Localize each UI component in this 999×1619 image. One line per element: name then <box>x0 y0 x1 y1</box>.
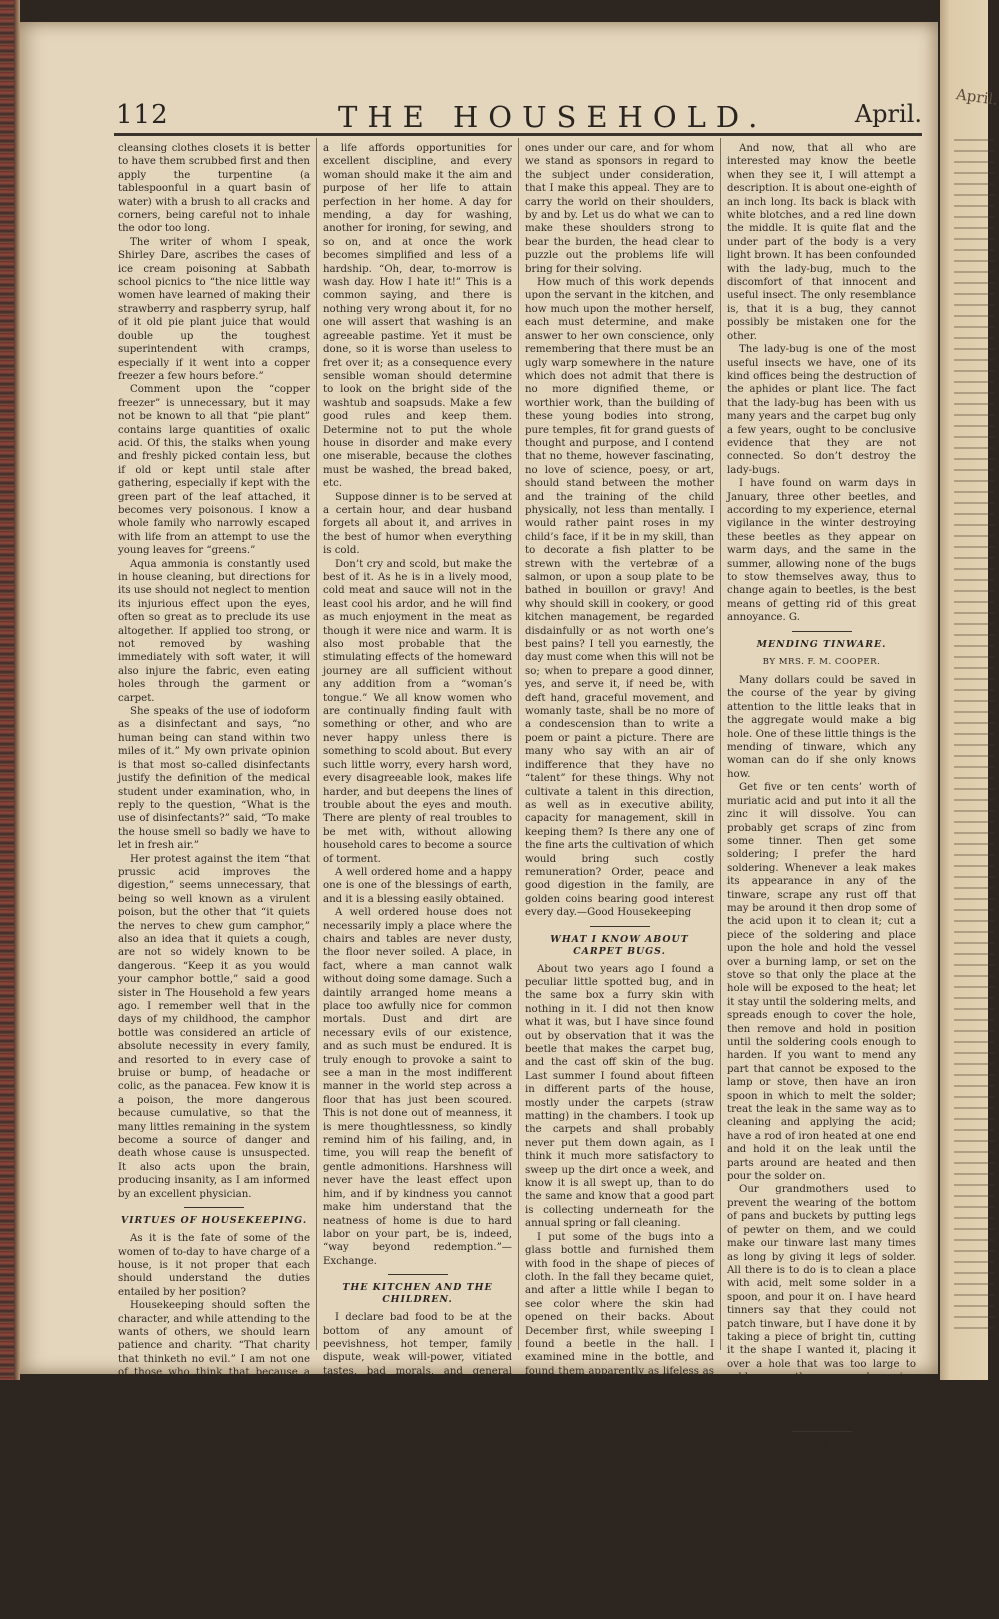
paragraph: The writer of whom I speak, Shirley Dare, ascribes the cases of ice cream poisoning at Sabbath school picnics to “the nice little way women have learned of making their strawberry and raspberry syrup, half of it old pie plant juice that would double up the toughest superintendent with cramps, especially if it went into a copper freezer a few hours before.” <box>118 236 310 382</box>
section-divider <box>792 631 852 632</box>
section-heading: WHAT I KNOW ABOUT CARPET BUGS. <box>550 933 689 957</box>
paragraph: I put some of the bugs into a glass bottle and furnished them with food in the shape of pieces of cloth. In the fall they became quiet, and after a little while I began to see color where the skin had opened on their backs. About December first, while sweeping I found a beetle in the hall. I examined mine in the bottle, and found them apparently as lifeless as they had been for two or three months. I thoughtlessly left the bottle where the sun shone on it, and in about one-half hour there were six lively beetles and six empty carpet bug skins. The process by which the buffalo or carpet bug comes from this beetle I have not yet discovered, but I have understood that they lay eggs which when hatched are the little, black, furry pests. If this is so, it will readily be seen that the destruction of these beetles will help prevent the ravages of the bug. <box>525 1231 714 1578</box>
paragraph: Don’t cry and scold, but make the best of it. As he is in a lively mood, cold meat and sauce will not in the least cool his ardor, and he will find as much enjoyment in the meat as though it were nice and warm. It is also most probable that the stimulating effects of the homeward journey are all sufficient without any addition from a “woman’s tongue.” We all know women who are continually finding fault with something or other, and who are never happy unless there is something to scold about. But every such little worry, every harsh word, every disagreeable look, makes life harder, and but deepens the lines of trouble about the eyes and mouth. There are plenty of real troubles to be met with, without allowing household cares to become a source of torment. <box>323 558 512 865</box>
paragraph: She speaks of the use of iodoform as a disinfectant and says, “no human being can stand within two miles of it.” My own private opinion is that most so-called disinfectants justify the definition of the medical student under examination, who, in reply to the question, “What is the use of disinfectants?” said, “To make the house smell so badly we have to let in fresh air.” <box>118 706 310 852</box>
paragraph: As it is the fate of some of the women of to-day to have charge of a house, is it not proper that each should understand the duties entailed by her position? <box>118 1233 310 1298</box>
next-page-text-lines <box>954 130 994 1330</box>
paragraph: ones under our care, and for whom we stand as sponsors in regard to the subject under consideration, that I make this appeal. They are to carry the world on their shoulders, by and by. Let us do what we can to make these shoulders strong to bear the burden, the head clear to puzzle out the problems life will bring for their solving. <box>525 143 714 275</box>
column-4 <box>720 138 922 1614</box>
section-heading: ABOUT PATCHING AND DARNING. <box>749 1438 894 1462</box>
book-binding <box>0 0 14 1380</box>
page-number: 112 <box>116 100 169 130</box>
section-heading: MENDING TINWARE. <box>756 638 887 650</box>
next-page-title: April. <box>954 85 999 109</box>
paragraph: Comment upon the “copper freezer” is unnecessary, but it may not be known to all that “pie plant” contains large quantities of oxalic acid. Of this, the stalks when young and freshly picked contain less, but if old or kept until stale after gathering, especially if kept with the green part of the leaf attached, it becomes very poisonous. I know a whole family who narrowly escaped with life from an attempt to use the young leaves for “greens.” <box>118 384 310 557</box>
paragraph: Our grandmothers used to prevent the wearing of the bottom of pans and buckets by putting legs of pewter on them, and we could make our tinware last many times as long by giving it legs of solder. All there is to do is to clean a place with acid, melt some solder in a spoon, and pour it on. I have heard tinners say that they could not patch tinware, but I have done it by taking a piece of bright tin, cutting it the shape I wanted it, placing it over a hole that was too large to solder any other way, and pouring hot solder around the edges. It will have to be well cleaned with acid and heated some.—Ex. <box>727 1184 916 1424</box>
column-3 <box>518 138 720 1578</box>
paragraph: About two years ago I found a peculiar little spotted bug, and in the same box a furry skin with nothing in it. I did not then know what it was, but I have since found out by observation that it was the beetle that makes the carpet bug, and the cast off skin of the bug. Last summer I found about fifteen in different parts of the house, mostly under the carpets (straw matting) in the chambers. I took up the carpets and shall probably never put them down again, as I think it much more satisfactory to sweep up the dirt once a week, and know it is all swept up, than to do the same and know that a good part is collecting underneath for the annual spring or fall cleaning. <box>525 963 714 1230</box>
paragraph: a life affords opportunities for excellent discipline, and every woman should make it the aim and purpose of her life to attain perfection in her home. A day for mending, a day for washing, another for ironing, for sewing, and so on, and at once the work becomes simplified and less of a hardship. “Oh, dear, to-morrow is wash day. How I hate it!” This is a common saying, and there is nothing very wrong about it, for no one will assert that washing is an agreeable pastime. Yet it must be done, so it is worse than useless to fret over it; as a consequence every sensible woman should determine to look on the bright side of the washtub and soapsuds. Make a few good rules and keep them. Determine not to put the whole house in disorder and make every one miserable, because the clothes must be washed, the bread baked, etc. <box>323 143 512 490</box>
section-divider <box>792 1431 852 1432</box>
paragraph: A well ordered home and a happy one is one of the blessings of earth, and it is a blessing easily obtained. <box>323 866 512 905</box>
paragraph: I declare bad food to be at the bottom of any amount of peevishness, hot temper, family dispute, weak will-power, vitiated tastes, bad morals, and general viciousness. How often, ah, how often has a badly cooked breakfast caused ill temper, and hard, unloving words, and clouded over the blue sky of a day which God meant should be full of sunshine and the singing birds! Many a child has smarted under punishment which never would have been administered if there had not been hot cakes with syrup for breakfast. The mother called it naughtiness. It was indigestion. We have a friend who declares she can always tell when her children have been indulged in these disturbers of the digestive peace for their morning repast; and it is for these little <box>323 1312 512 1619</box>
article-byline: BY MRS. F. M. COOPER. <box>762 656 881 667</box>
section-heading: THE KITCHEN AND THE CHILDREN. <box>342 1282 493 1306</box>
paragraph: And now, that all who are interested may know the beetle when they see it, I will attempt a description. It is about one-eighth of an inch long. Its back is black with white blotches, and a red line down the middle. It is quite flat and the under part of the body is a very light brown. It has been confounded with the lady-bug, much to the discomfort of that innocent and useful insect. The only resemblance is, that it is a bug, they cannot possibly be mistaken one for the other. <box>727 143 916 342</box>
paragraph: How much of this work depends upon the servant in the kitchen, and how much upon the mother herself, each must determine, and make answer to her own conscience, only remembering that there must be an ugly warp somewhere in the nature which does not admit that there is no more dignified theme, or worthier work, than the building of these young bodies into strong, pure temples, fit for grand guests of thought and purpose, and I contend that no theme, however fascinating, no love of science, poesy, or art, should stand between the mother and the training of the child physically, not less than mentally. I would rather paint roses in my child’s face, if it be in my skill, than to decorate a fish platter to be strewn with the vertebræ of a salmon, or upon a soup plate to be bathed in bouillon or gravy! And why should skill in cookery, or good kitchen management, be regarded disdainfully or as not worth one’s best pains? I tell you earnestly, the day must come when this will not be so; when to prepare a good dinner, yes, and serve it, if need be, with deft hand, graceful movement, and womanly taste, shall be no more of a condescension than to write a poem or paint a picture. There are many who say with an air of indifference that they have no “talent” for these things. Why not cultivate a talent in this direction, as well as in executive ability, capacity for management, skill in keeping them? Is there any one of the fine arts the cultivation of which would bring such costly remuneration? Order, peace and good digestion in the family, are golden coins bearing good interest every day.—Good Housekeeping <box>525 277 714 919</box>
paragraph: Housekeeping should soften the character, and while attending to the wants of others, we should learn patience and charity. “That charity that thinketh no evil.” I am not one of those who think that because a woman has a husband who is inclined to be disagreeable, she should constitute herself his meek and humble servant. Yet we all know that there is work to be done that can only be done by a woman, but there is no necessity to be fretting about. How many faces once lovely, how many amiable dispositions become entirely transformed from constant repinings at what cannot be helped. <box>118 1300 310 1540</box>
paragraph: cleansing clothes closets it is better to have them scrubbed first and then apply the turpentine (a tablespoonful in a quart basin of water) with a brush to all cracks and corners, being careful not to inhale the odor too long. <box>118 143 310 235</box>
publication-title: THE HOUSEHOLD. <box>338 100 768 134</box>
paragraph: Not every one is able to neatly lay a patch or darn a rent who may desire to do so; hence we advance a few helpful suggestions. In patching start by cutting a piece of material of a size slightly larger than to completely cover the worn place. Cut it accurately by the thread; nothing looks more untidy than a crooked patch with unshapely corners. <box>727 1468 916 1614</box>
paragraph: Her protest against the item “that prussic acid improves the digestion,” seems unnecessary, that being so well known as a virulent poison, but the other that “it quiets the nerves to chew gum camphor,” also an idea that it quiets a cough, are not so widely known to be dangerous. “Keep it as you would your camphor bottle,” said a good sister in The Household a few years ago. I remember well that in the days of my childhood, the camphor bottle was considered an article of absolute necessity in every family, and resorted to in every case of bruise or bump, of headache or colic, as the panacea. Few know it is a poison, the more dangerous because cumulative, so that the many littles remaining in the system become a source of danger and death whose cause is unsuspected. It also acts upon the brain, producing insanity, as I am informed by an excellent physician. <box>118 853 310 1200</box>
section-divider <box>184 1207 244 1208</box>
header-rule <box>114 133 922 136</box>
column-2 <box>316 138 518 1619</box>
text-columns <box>114 138 922 1619</box>
paragraph: The lady-bug is one of the most useful insects we have, one of its kind offices being the destruction of the aphides or plant lice. The fact that the lady-bug has been with us many years and the carpet bug only a few years, ought to be conclusive evidence that they are not connected. So don’t destroy the lady-bugs. <box>727 344 916 476</box>
paragraph: Many dollars could be saved in the course of the year by giving attention to the little leaks that in the aggregate would make a big hole. One of these little things is the mending of tinware, which any woman can do if she only knows how. <box>727 675 916 780</box>
section-heading: VIRTUES OF HOUSEKEEPING. <box>120 1215 308 1227</box>
next-page-edge <box>940 0 999 1380</box>
page-header <box>92 80 922 134</box>
column-1 <box>114 138 316 1580</box>
section-divider <box>388 1274 448 1275</box>
paragraph: Suppose dinner is to be served at a certain hour, and dear husband forgets all about it, and arrives in the best of humor when everything is cold. <box>323 491 512 557</box>
paragraph: I have found on warm days in January, three other beetles, and according to my experience, eternal vigilance in the winter destroying these beetles as they appear on warm days, and the same in the summer, allowing none of the bugs to stow themselves away, thus to change again to beetles, is the best means of getting rid of this great annoyance. G. <box>727 478 916 624</box>
paragraph: A well ordered house does not necessarily imply a place where the chairs and tables are never dusty, the floor never soiled. A place, in fact, where a man cannot walk without doing some damage. Such a daintily arranged home means a place too awfully nice for common mortals. Dust and dirt are necessary evils of our existence, and as such must be endured. It is truly enough to provoke a saint to see a man in the most indifferent manner in the world step across a floor that has just been scoured. This is not done out of meanness, it is mere thoughtlessness, so kindly remind him of his failing, and, in time, you will reap the benefit of gentle admonitions. Harshness will never have the least effect upon him, and if by kindness you cannot make him understand that the neatness of home is due to hard labor on your part, be is, indeed, “way beyond redemption.”—Exchange. <box>323 907 512 1267</box>
section-divider <box>590 926 650 927</box>
paragraph: Domestic avocations, if properly engaged in, will not injure the doer. Such <box>118 1541 310 1580</box>
paragraph: Get five or ten cents’ worth of muriatic acid and put into it all the zinc it will dissolve. You can probably get scraps of zinc from some tinner. Then get some soldering; I prefer the hard soldering. Whenever a leak makes its appearance in any of the tinware, scrape any rust off that may be around it then drop some of the acid upon it to clean it; cut a piece of the soldering and place upon the hole and hold the vessel over a burning lamp, or set on the stove so that only the place at the hole will be exposed to the heat; let it stay until the soldering melts, and spreads enough to cover the hole, then remove and hold in position until the soldering cools enough to harden. If you want to mend any part that cannot be exposed to the lamp or stove, then have an iron spoon in which to melt the solder; treat the leak in the same way as to cleaning and applying the acid; have a rod of iron heated at one end and hold it on the leak until the parts around are heated and then pour the solder on. <box>727 782 916 1183</box>
issue-month: April. <box>854 100 922 128</box>
paragraph: Aqua ammonia is constantly used in house cleaning, but directions for its use should not neglect to mention its injurious effect upon the eyes, often so great as to preclude its use altogether. If applied too strong, or not removed by washing immediately with soft water, it will also injure the fabric, even eating holes through the garment or carpet. <box>118 558 310 704</box>
